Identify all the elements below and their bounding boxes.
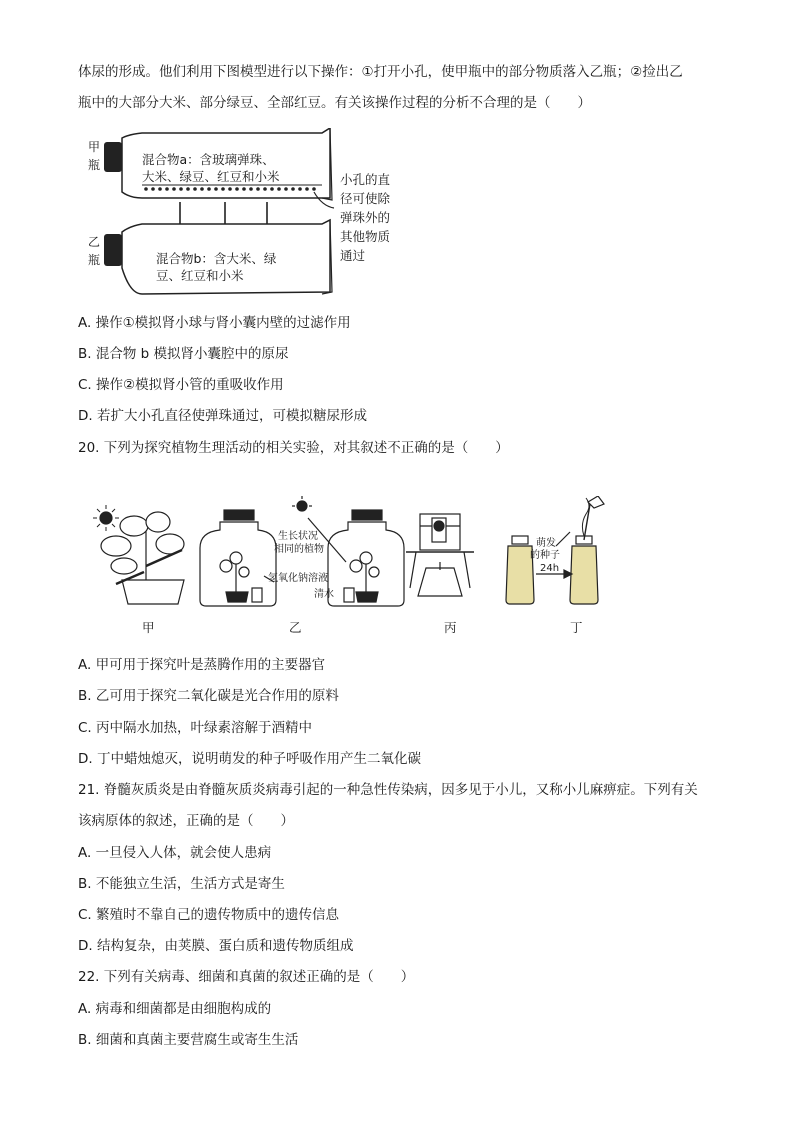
label-24h: 24h	[540, 563, 560, 574]
q22-option-b[interactable]: B. 细菌和真菌主要营腐生或寄生生活	[78, 1032, 299, 1048]
q20-option-b[interactable]: B. 乙可用于探究二氧化碳是光合作用的原料	[78, 688, 339, 704]
label-jia: 甲	[142, 620, 155, 635]
label-bottle-yi-2: 瓶	[88, 253, 101, 267]
q21-stem-line1: 21. 脊髓灰质炎是由脊髓灰质炎病毒引起的一种急性传染病，因多见于小儿，又称小儿麻痹症。下列有关	[78, 782, 698, 798]
experiment-bing	[406, 514, 474, 596]
q19-option-c[interactable]: C. 操作②模拟肾小管的重吸收作用	[78, 377, 284, 393]
label-same-plant-2: 相同的植物	[274, 544, 324, 555]
q21-option-b[interactable]: B. 不能独立生活，生活方式是寄生	[78, 876, 285, 892]
label-seed-1: 萌发	[536, 538, 556, 549]
label-bing: 丙	[444, 620, 457, 635]
q21-option-d[interactable]: D. 结构复杂，由荚膜、蛋白质和遗传物质组成	[78, 938, 354, 954]
q19-option-d[interactable]: D. 若扩大小孔直径使弹珠通过，可模拟糖尿形成	[78, 408, 367, 424]
label-naoh: 氢氧化钠溶液	[268, 573, 328, 584]
q19-stem-line1: 体尿的形成。他们利用下图模型进行以下操作：①打开小孔，使甲瓶中的部分物质落入乙瓶；②捡出乙	[78, 64, 683, 80]
mixture-a-line2: 大米、绿豆、红豆和小米	[142, 169, 280, 184]
label-same-plant-1: 生长状况	[278, 531, 318, 542]
experiment-jia	[93, 505, 184, 604]
q19-stem-line2: 瓶中的大部分大米、部分绿豆、全部红豆。有关该操作过程的分析不合理的是（ ）	[78, 95, 591, 111]
label-yi: 乙	[289, 620, 302, 635]
q21-option-a[interactable]: A. 一旦侵入人体，就会使人患病	[78, 845, 272, 861]
mixture-b-line2: 豆、红豆和小米	[156, 268, 244, 283]
label-bottle-jia-2: 瓶	[88, 158, 101, 172]
hole-note-line4: 其他物质	[340, 229, 391, 244]
hole-note-line5: 通过	[340, 248, 366, 263]
q19-option-a[interactable]: A. 操作①模拟肾小球与肾小囊内壁的过滤作用	[78, 315, 351, 331]
q20-option-c[interactable]: C. 丙中隔水加热，叶绿素溶解于酒精中	[78, 720, 313, 736]
q20-option-d[interactable]: D. 丁中蜡烛熄灭，说明萌发的种子呼吸作用产生二氧化碳	[78, 751, 421, 767]
q21-option-c[interactable]: C. 繁殖时不靠自己的遗传物质中的遗传信息	[78, 907, 340, 923]
q20-option-a[interactable]: A. 甲可用于探究叶是蒸腾作用的主要器官	[78, 657, 326, 673]
label-ding: 丁	[570, 620, 583, 635]
label-water: 清水	[314, 589, 334, 600]
label-bottle-yi-1: 乙	[88, 235, 101, 249]
q22-stem: 22. 下列有关病毒、细菌和真菌的叙述正确的是（ ）	[78, 969, 415, 985]
mixture-b-line1: 混合物b：含大米、绿	[156, 251, 277, 266]
q19-option-b[interactable]: B. 混合物 b 模拟肾小囊腔中的原尿	[78, 346, 289, 362]
label-bottle-jia-1: 甲	[88, 140, 101, 154]
q21-stem-line2: 该病原体的叙述，正确的是（ ）	[78, 813, 294, 829]
hole-note-line3: 弹珠外的	[340, 210, 391, 225]
hole-note-line1: 小孔的直	[340, 172, 391, 187]
q20-stem: 20. 下列为探究植物生理活动的相关实验，对其叙述不正确的是（ ）	[78, 440, 509, 456]
q22-option-a[interactable]: A. 病毒和细菌都是由细胞构成的	[78, 1001, 272, 1017]
label-seed-2: 的种子	[530, 550, 560, 561]
hole-note-line2: 径可使除	[340, 191, 391, 206]
mixture-a-line1: 混合物a：含玻璃弹珠、	[142, 152, 275, 167]
